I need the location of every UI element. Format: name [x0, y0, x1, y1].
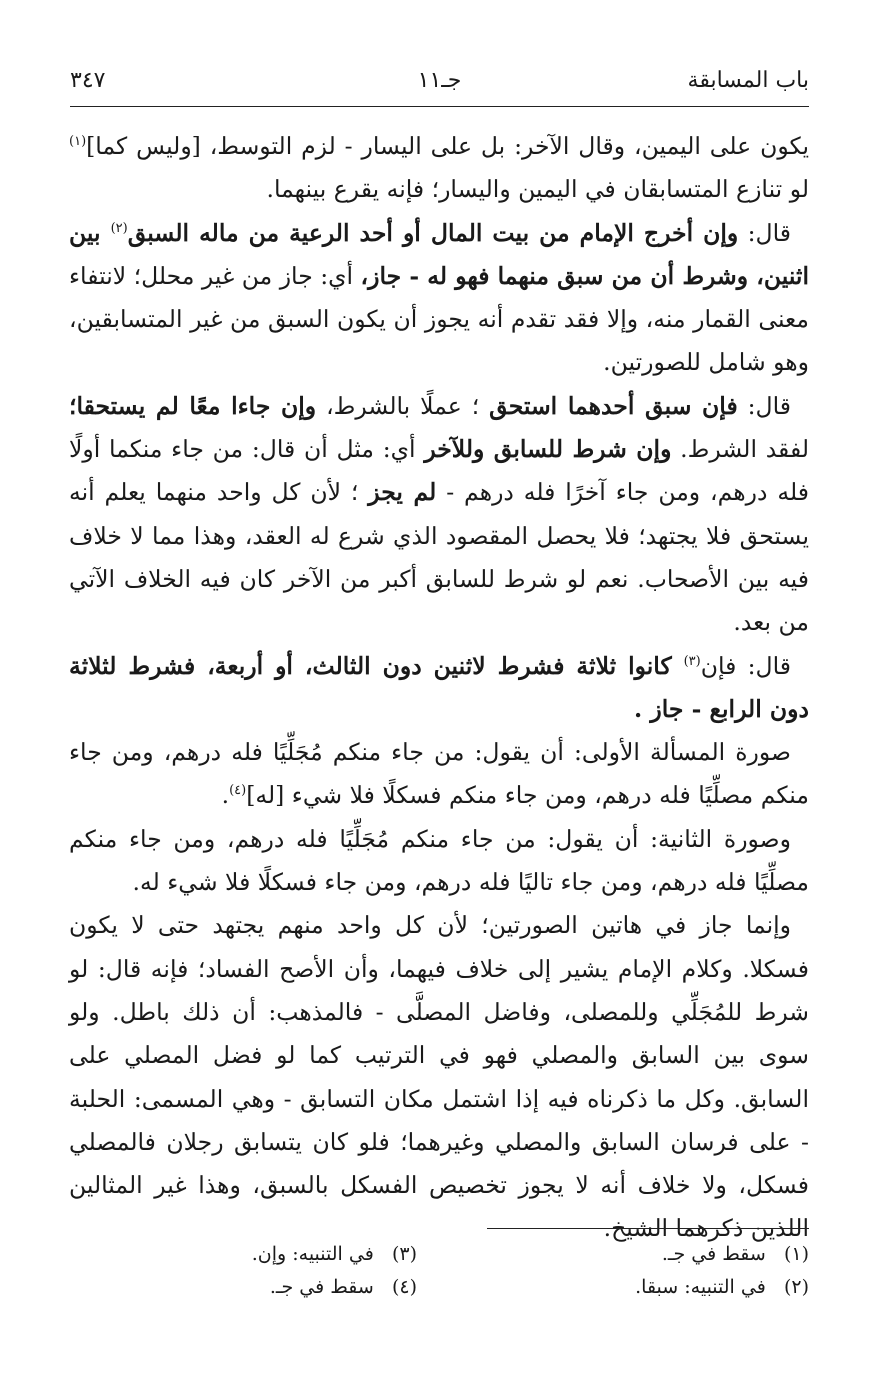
footnote-4 — [270, 1271, 417, 1304]
footnote-number: (٣) — [391, 1243, 417, 1265]
footnote-ref: (٤) — [229, 783, 247, 799]
footnote-text: سقط في جـ. — [269, 1276, 374, 1298]
bold-text: بين اثنين، وشرط أن من سبق منهما فهو له - جاز، — [69, 218, 809, 290]
footnote-ref: (٣) — [683, 653, 701, 669]
footnote-text: في التنبيه: سبقا. — [635, 1276, 766, 1298]
footnote-number: (٤) — [391, 1276, 417, 1298]
paragraph — [69, 125, 809, 212]
body-text — [69, 125, 809, 1251]
text-segment: . — [221, 781, 230, 810]
text-segment: ؛ عملًا بالشرط، — [316, 391, 490, 420]
text-segment: قال: — [737, 391, 792, 420]
footnote-number: (١) — [783, 1243, 809, 1265]
footnote-number: (٢) — [783, 1276, 809, 1298]
text-segment: ؛ لأن كل واحد منهما يعلم أنه يستحق فلا يجتهد؛ فلا يحصل المقصود الذي شرع له العقد، وهذا مما لا خلاف فيه بين الأصحاب. نعم لو شرط للسابق أكبر من الآخر كان فيه الخلاف الآتي من بعد. — [69, 478, 809, 637]
text-segment: وإنما جاز في هاتين الصورتين؛ لأن كل واحد منهم يجتهد حتى لا يكون فسكلا. وكلام الإمام يشير إلى خلاف فيهما، وأن الأصح الفساد؛ فإنه قال: لو شرط للمُجَلِّي وللمصلى، وفاضل المصلَّى - فالمذهب: أن ذلك باطل. ولو سوى بين السابق والمصلي فهو في الترتيب كما لو فضل المصلي على السابق. وكل ما ذكرناه فيه إذا اشتمل مكان التسابق - وهي المسمى: الحلبة - على فرسان السابق والمصلي وغيرهما؛ فلو كان يتسابق رجلان فالمصلي فسكل، ولا خلاف أنه لا يجوز تخصيص الفسكل بالسبق، وهذا غير المثالين اللذين ذكرهما الشيخ. — [69, 911, 809, 1243]
text-segment: قال: — [738, 218, 792, 247]
volume-label: جـ١١ — [417, 68, 462, 93]
footnote-2 — [635, 1271, 809, 1304]
footnote-separator — [487, 1228, 809, 1229]
text-segment: قال: فإن — [700, 651, 791, 680]
paragraph — [69, 212, 809, 385]
bold-text: لم يجز — [368, 478, 437, 507]
paragraph — [69, 731, 809, 818]
bold-text: وإن شرط للسابق وللآخر — [424, 435, 672, 464]
footnote-ref: (٢) — [110, 220, 128, 236]
paragraph — [69, 385, 809, 645]
bold-text: وإن جاءا معًا لم يستحقا؛ — [69, 391, 317, 420]
text-segment: لفقد الشرط. — [671, 435, 809, 464]
footnote-ref: (١) — [69, 134, 87, 150]
bold-text: فإن سبق أحدهما استحق — [489, 391, 738, 420]
paragraph — [69, 645, 809, 732]
text-segment: يكون على اليمين، وقال الآخر: بل على اليسار - لزم التوسط، [وليس كما] — [86, 132, 809, 160]
bold-text: وإن أخرج الإمام من بيت المال أو أحد الرعية من ماله السبق — [127, 218, 739, 247]
footnote-text: في التنبيه: وإن. — [251, 1243, 374, 1265]
footnote-text: سقط في جـ. — [661, 1243, 766, 1265]
text-segment: أي: جاز من غير محلل؛ لانتفاء معنى القمار منه، وإلا فقد تقدم أنه يجوز أن يكون السبق من غير المتسابقين، وهو شامل للصورتين. — [69, 261, 809, 377]
running-header — [70, 62, 809, 107]
footnote-1 — [662, 1238, 809, 1271]
paragraph — [69, 904, 809, 1250]
text-segment: لو تنازع المتسابقان في اليمين واليسار؛ فإنه يقرع بينهما. — [266, 175, 809, 204]
text-segment: أي: مثل أن قال: من جاء منكما أولًا فله درهم، ومن جاء آخرًا فله درهم - — [69, 435, 809, 507]
footnote-3 — [252, 1238, 417, 1271]
text-segment: وصورة الثانية: أن يقول: من جاء منكم مُجَلِّيًا فله درهم، ومن جاء منكم مصلِّيًا فله درهم، ومن جاء تاليًا فله درهم، ومن جاء فسكلًا فلا شيء له. — [69, 824, 809, 897]
chapter-title: باب المسابقة — [687, 68, 809, 93]
paragraph — [69, 818, 809, 905]
text-segment: صورة المسألة الأولى: أن يقول: من جاء منكم مُجَلِّيًا فله درهم، ومن جاء منكم مصلِّيًا فله درهم، ومن جاء منكم فسكلًا فلا شيء [له] — [69, 738, 809, 810]
bold-text: كانوا ثلاثة فشرط لاثنين دون الثالث، أو أربعة، فشرط لثلاثة دون الرابع - جاز . — [69, 651, 809, 723]
page-number: ٣٤٧ — [70, 68, 106, 93]
